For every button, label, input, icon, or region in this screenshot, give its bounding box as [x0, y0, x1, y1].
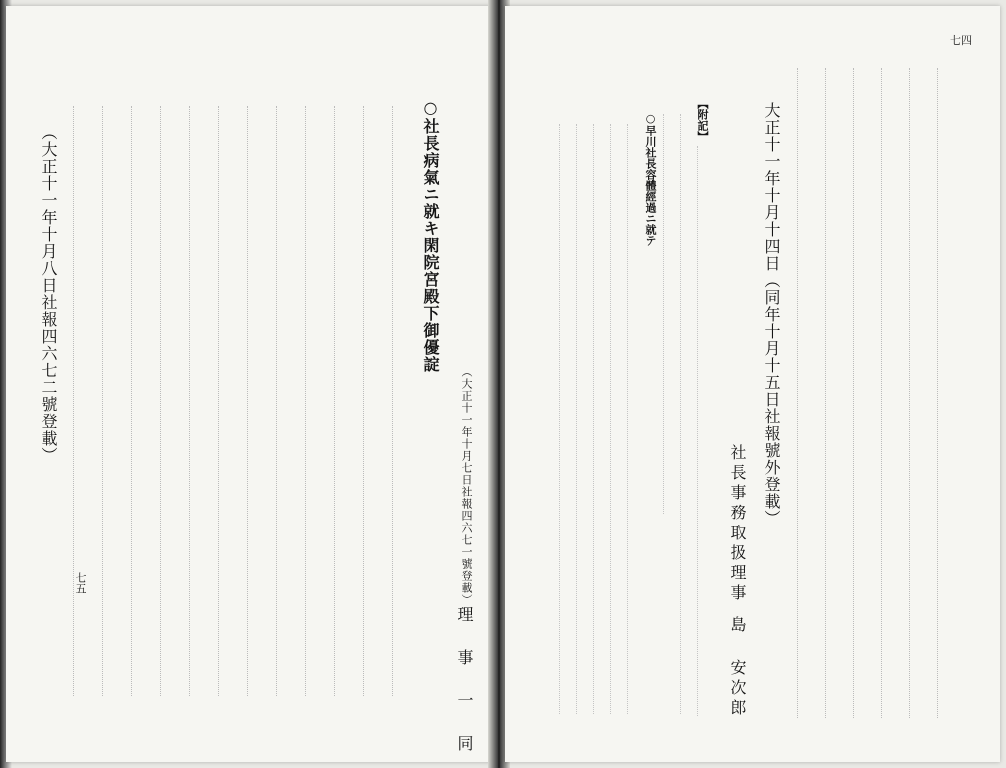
- section-heading: ○早川社長容體經過ニ就テ: [644, 112, 657, 246]
- text-column: [276, 106, 277, 696]
- text-column: [909, 68, 910, 718]
- text-column: [160, 106, 161, 696]
- text-column: [102, 106, 103, 696]
- right-page: [505, 6, 1000, 762]
- note-column: [627, 124, 628, 714]
- left-page: [6, 6, 492, 762]
- appendix-label: 【附記】: [696, 98, 709, 142]
- publication-date-note: （大正十一年十月七日社報四六七一號登載）: [460, 366, 473, 606]
- text-column: [881, 68, 882, 718]
- note-column: [697, 146, 698, 716]
- text-column: [189, 106, 190, 696]
- page-number: 七四: [950, 34, 972, 47]
- text-column: [392, 106, 393, 696]
- text-column: [218, 106, 219, 696]
- text-column: [131, 106, 132, 696]
- text-column: [825, 68, 826, 718]
- text-column: [73, 106, 74, 696]
- signatory-name: 島 安次郎: [728, 616, 747, 719]
- text-column: [334, 106, 335, 696]
- signatory-role: 理 事 一 同: [455, 606, 474, 755]
- publication-date-note: （大正十一年十月八日社報四六七二號登載）: [39, 124, 58, 464]
- note-column: [680, 114, 681, 714]
- signatory-title: 社長事務取扱理事: [728, 444, 747, 604]
- note-column: [559, 124, 560, 714]
- page-number: 七五: [74, 572, 87, 594]
- note-column: [593, 124, 594, 714]
- text-column: [247, 106, 248, 696]
- note-column: [663, 114, 664, 514]
- letter-date: 大正十一年十月十四日（同年十月十五日社報號外登載）: [762, 102, 781, 527]
- text-column: [797, 68, 798, 718]
- text-column: [363, 106, 364, 696]
- article-heading: ○社長病氣ニ就キ閑院宮殿下御優諚: [421, 98, 440, 373]
- text-column: [853, 68, 854, 718]
- note-column: [576, 124, 577, 714]
- text-column: [937, 68, 938, 718]
- note-column: [610, 124, 611, 714]
- text-column: [305, 106, 306, 696]
